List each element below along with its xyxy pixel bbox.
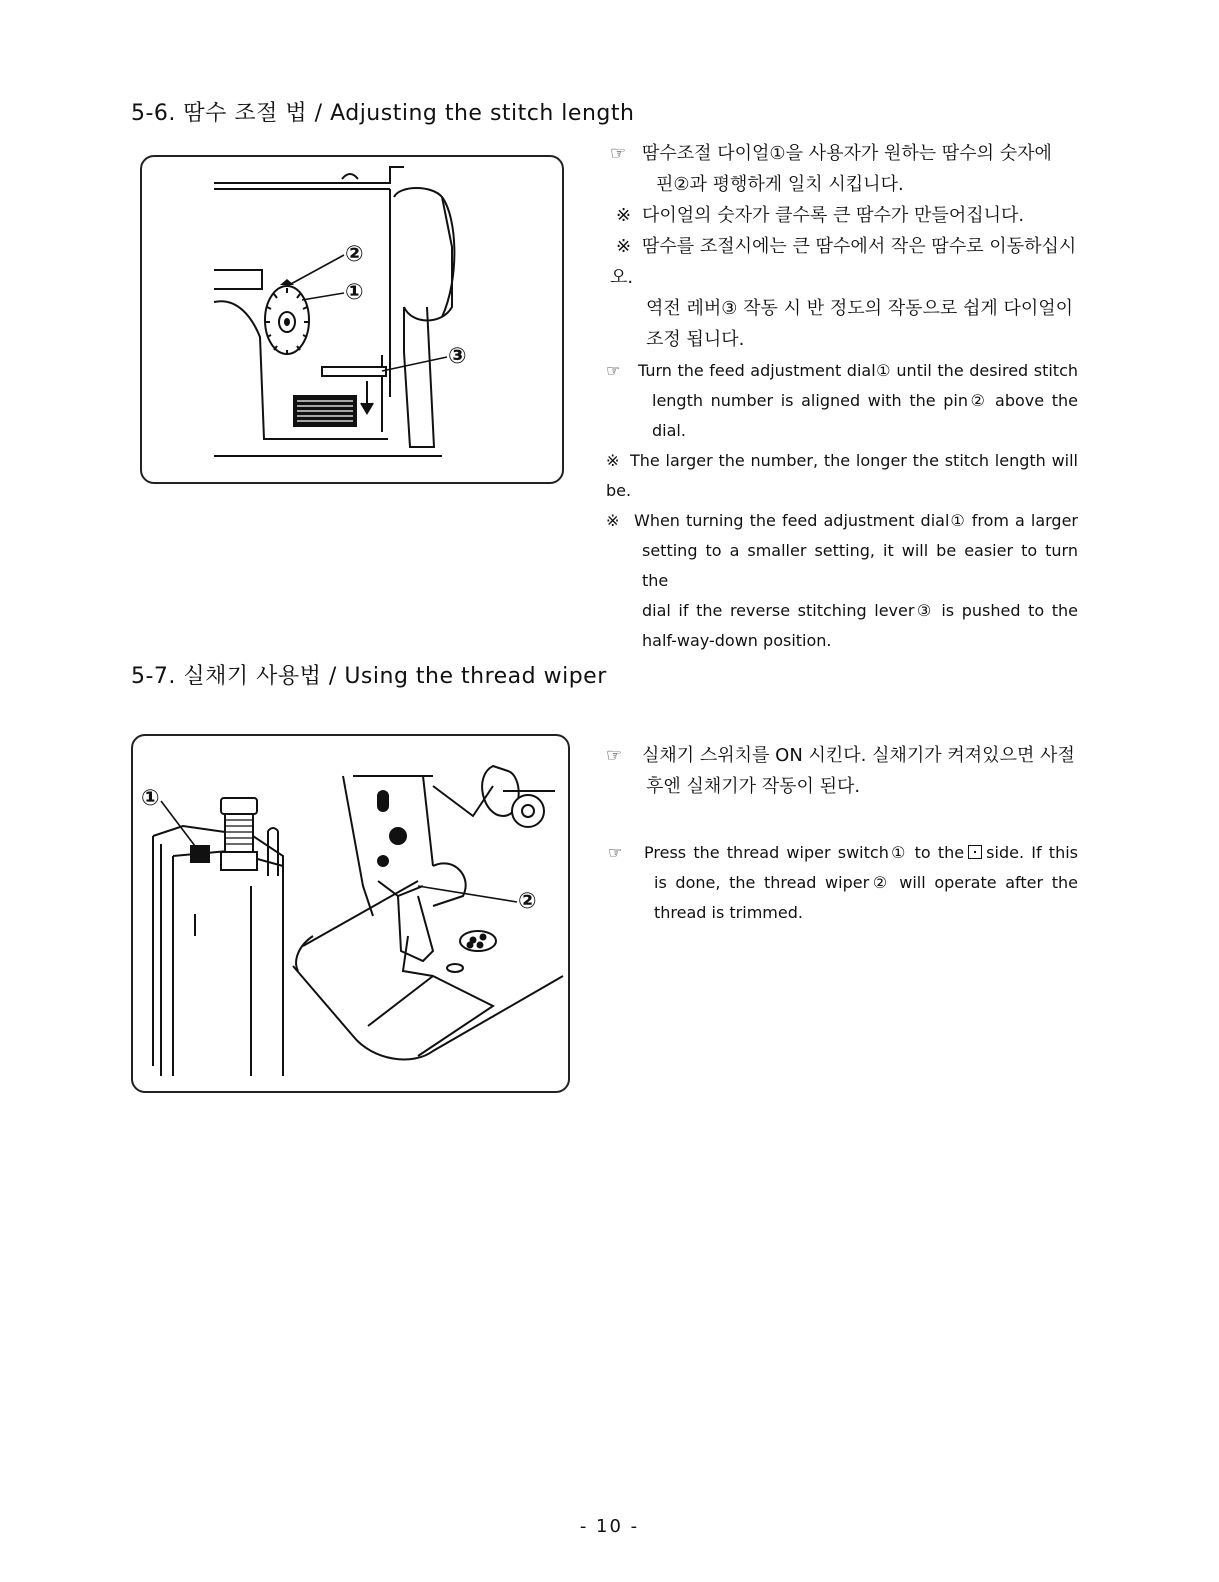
- pointing-hand-icon: ☞: [610, 143, 627, 164]
- section-5-7-english-text: ☞ Press the thread wiper switch① to the side. If this is done, the thread wiper② will operate after the thread is trimmed.: [608, 838, 1078, 928]
- vent-plate-icon: [293, 395, 357, 427]
- note-mark-icon: ※: [616, 205, 632, 226]
- note-mark-icon: ※: [616, 236, 632, 257]
- page-number: - 10 -: [579, 1516, 640, 1537]
- note-mark-icon: ※: [606, 451, 620, 470]
- callout-2-label: ②: [345, 242, 364, 267]
- thread-wiper-illustration: [133, 736, 568, 1091]
- section-5-6-english-text: ☞ Turn the feed adjustment dial① until the desired stitch length number is aligned with the pin② above the dial. ※ The larger the number, the longer the stitch length will be. ※ When turning the feed adjustment dial① from a larger setting to a smaller setting, it will be easier to turn the dial if the reverse stitching lever③ is pushed to the half-way-down position.: [606, 356, 1078, 656]
- figure-stitch-dial: [140, 155, 564, 484]
- section-5-7-title: 5-7. 실채기 사용법 / Using the thread wiper: [131, 664, 607, 689]
- callout-1-label: ①: [141, 786, 160, 811]
- feed-adjustment-dial-icon: [265, 279, 309, 355]
- switch-side-square-icon: [968, 845, 982, 859]
- sewing-machine-arm-illustration: [142, 157, 562, 482]
- callout-1-label: ①: [345, 280, 364, 305]
- callout-3-label: ③: [448, 344, 467, 369]
- pointing-hand-icon: ☞: [606, 361, 621, 380]
- figure-thread-wiper: [131, 734, 570, 1093]
- section-5-6-title: 5-6. 땀수 조절 법 / Adjusting the stitch length: [131, 101, 635, 126]
- section-5-7-korean-text: ☞ 실채기 스위치를 ON 시킨다. 실채기가 켜져있으면 사절 후엔 실채기가 작동이 된다.: [606, 740, 1078, 802]
- note-mark-icon: ※: [606, 511, 620, 530]
- pointing-hand-icon: ☞: [608, 843, 623, 862]
- section-5-6-korean-text: ☞ 땀수조절 다이얼①을 사용자가 원하는 땀수의 숫자에 핀②과 평행하게 일치 시킵니다. ※ 다이얼의 숫자가 클수록 큰 땀수가 만들어집니다. ※ 땀수를 조절시에는 큰 땀수에서 작은 땀수로 이동하십시오. 역전 레버③ 작동 시 반 정도의 작동으로 쉽게 다이얼이 조정 됩니다.: [610, 138, 1080, 355]
- pointing-hand-icon: ☞: [606, 745, 623, 766]
- callout-2-label: ②: [518, 889, 537, 914]
